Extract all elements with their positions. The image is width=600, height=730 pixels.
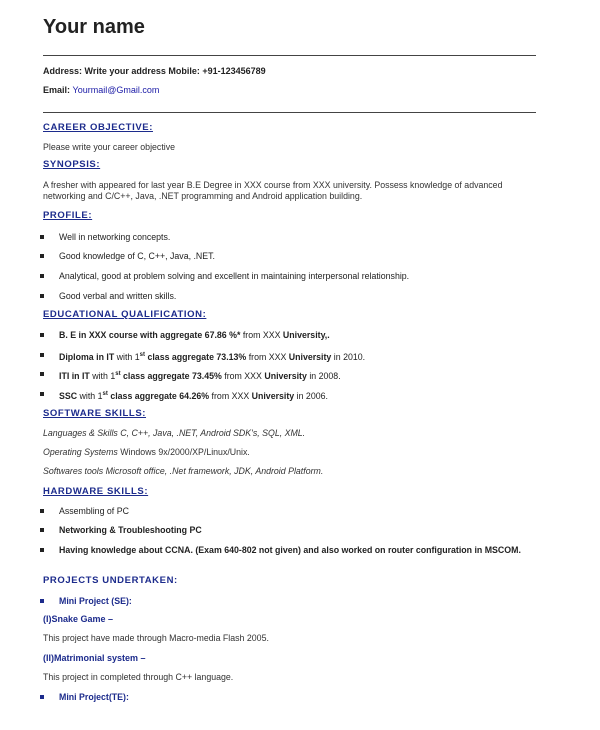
bullet-icon (40, 333, 44, 337)
profile-item: Good knowledge of C, C++, Java, .NET. (40, 251, 530, 262)
bullet-icon (40, 274, 44, 278)
address-line: Address: Write your address Mobile: +91-123456789 (43, 66, 266, 76)
bullet-icon (40, 548, 44, 552)
education-item: SSC with 1st class aggregate 64.26% from XXX University in 2006. (40, 389, 530, 402)
project-1-text: This project have made through Macro-media Flash 2005. (43, 633, 269, 643)
synopsis-heading: SYNOPSIS: (43, 159, 101, 170)
bullet-icon (40, 294, 44, 298)
software-skill-line: Languages & Skills C, C++, Java, .NET, Android SDK's, SQL, XML. (43, 428, 306, 438)
project-2-title: (II)Matrimonial system – (43, 653, 146, 663)
hardware-skill-item: Having knowledge about CCNA. (Exam 640-802 not given) and also worked on router configuration in MSCOM. (40, 545, 530, 556)
mini-project-se: Mini Project (SE): (40, 596, 530, 607)
bullet-icon (40, 528, 44, 532)
hardware-skills-heading: HARDWARE SKILLS: (43, 486, 149, 497)
profile-item: Well in networking concepts. (40, 232, 530, 243)
divider-contact (43, 112, 536, 113)
candidate-name: Your name (43, 16, 145, 38)
profile-heading: PROFILE: (43, 210, 93, 221)
profile-item: Analytical, good at problem solving and excellent in maintaining interpersonal relationship. (40, 271, 530, 282)
software-skills-heading: SOFTWARE SKILLS: (43, 408, 147, 419)
project-1-title: (I)Snake Game – (43, 614, 114, 624)
email-line (43, 85, 159, 95)
hardware-skill-item: Networking & Troubleshooting PC (40, 525, 530, 536)
education-item: B. E in XXX course with aggregate 67.86 %* from XXX University,. (40, 330, 530, 341)
career-objective-text: Please write your career objective (43, 142, 176, 152)
email-link[interactable]: Yourmail@Gmail.com (72, 85, 160, 95)
bullet-icon (40, 695, 44, 699)
bullet-icon (40, 254, 44, 258)
bullet-icon (40, 235, 44, 239)
profile-item: Good verbal and written skills. (40, 291, 530, 302)
hardware-skill-item: Assembling of PC (40, 506, 530, 517)
bullet-icon (40, 509, 44, 513)
email-label: Email: (43, 85, 73, 95)
bullet-icon (40, 599, 44, 603)
synopsis-text: A fresher with appeared for last year B.E Degree in XXX course from XXX university. Possess knowledge of advanced networking and C/C++, Java, .NET programming and Android application building. (43, 180, 503, 201)
software-skill-line: Softwares tools Microsoft office, .Net framework, JDK, Android Platform. (43, 466, 324, 476)
education-item: Diploma in IT with 1st class aggregate 73.13% from XXX University in 2010. (40, 350, 530, 363)
bullet-icon (40, 392, 44, 396)
projects-heading: PROJECTS UNDERTAKEN: (43, 575, 178, 586)
software-skill-line: Operating Systems Windows 9x/2000/XP/Linux/Unix. (43, 447, 250, 457)
project-2-text: This project in completed through C++ language. (43, 672, 234, 682)
education-heading: EDUCATIONAL QUALIFICATION: (43, 309, 207, 320)
divider-top (43, 55, 536, 56)
bullet-icon (40, 353, 44, 357)
career-objective-heading: CAREER OBJECTIVE: (43, 122, 153, 133)
education-item: ITI in IT with 1st class aggregate 73.45% from XXX University in 2008. (40, 369, 530, 382)
mini-project-te: Mini Project(TE): (40, 692, 530, 703)
bullet-icon (40, 372, 44, 376)
